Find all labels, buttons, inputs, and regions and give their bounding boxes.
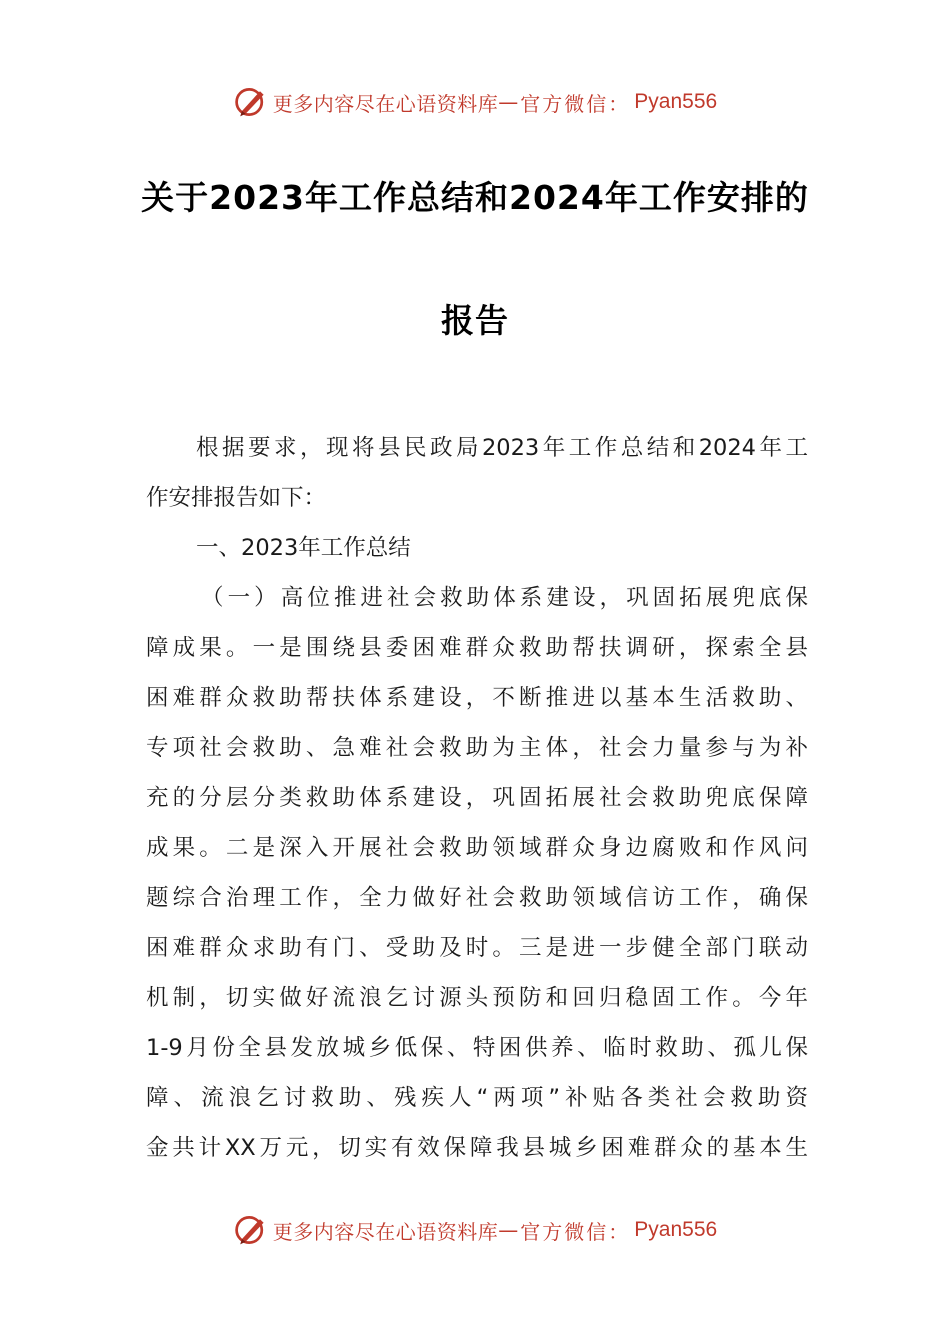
document-body xyxy=(146,423,808,1173)
section-heading: 一、2023年工作总结 xyxy=(196,535,411,561)
body-line: 作安排报告如下： xyxy=(146,485,327,511)
body-line: 题综合治理工作，全力做好社会救助领域信访工作，确保 xyxy=(146,885,808,911)
watermark-separator: — xyxy=(498,1218,519,1242)
body-line: 金共计XX万元，切实有效保障我县城乡困难群众的基本生 xyxy=(146,1135,808,1161)
body-line: 困难群众求助有门、受助及时。三是进一步健全部门联动 xyxy=(146,935,808,961)
body-line: 障成果。一是围绕县委困难群众救助帮扶调研，探索全县 xyxy=(146,635,808,661)
watermark-wechat-label: 官方微信： xyxy=(520,1219,631,1244)
watermark-site-text: 更多内容尽在心语资料库 xyxy=(272,1219,499,1244)
watermark-site-text: 更多内容尽在心语资料库 xyxy=(272,91,499,116)
body-line: 专项社会救助、急难社会救助为主体，社会力量参与为补 xyxy=(146,735,808,761)
pen-logo-icon xyxy=(233,1212,269,1248)
watermark-header xyxy=(0,82,950,122)
body-line: 困难群众救助帮扶体系建设，不断推进以基本生活救助、 xyxy=(146,685,808,711)
watermark-separator: — xyxy=(498,90,519,114)
body-line: 充的分层分类救助体系建设，巩固拓展社会救助兜底保障 xyxy=(146,785,808,811)
body-line: 根据要求，现将县民政局2023年工作总结和2024年工 xyxy=(196,435,808,461)
watermark-wechat-id: Pyan556 xyxy=(634,90,718,113)
body-line: （一）高位推进社会救助体系建设，巩固拓展兜底保 xyxy=(201,585,808,611)
document-title-line2: 报告 xyxy=(441,301,509,340)
document-title-line1: 关于2023年工作总结和2024年工作安排的 xyxy=(141,178,809,217)
body-line: 机制，切实做好流浪乞讨源头预防和回归稳固工作。今年 xyxy=(146,985,808,1011)
watermark-footer xyxy=(0,1210,950,1250)
body-line: 成果。二是深入开展社会救助领域群众身边腐败和作风问 xyxy=(146,835,808,861)
watermark-wechat-id: Pyan556 xyxy=(634,1218,718,1241)
pen-logo-icon xyxy=(233,84,269,120)
body-line: 障、流浪乞讨救助、残疾人“两项”补贴各类社会救助资 xyxy=(146,1085,808,1111)
watermark-wechat-label: 官方微信： xyxy=(520,91,631,116)
body-line: 1-9月份全县发放城乡低保、特困供养、临时救助、孤儿保 xyxy=(146,1035,808,1061)
